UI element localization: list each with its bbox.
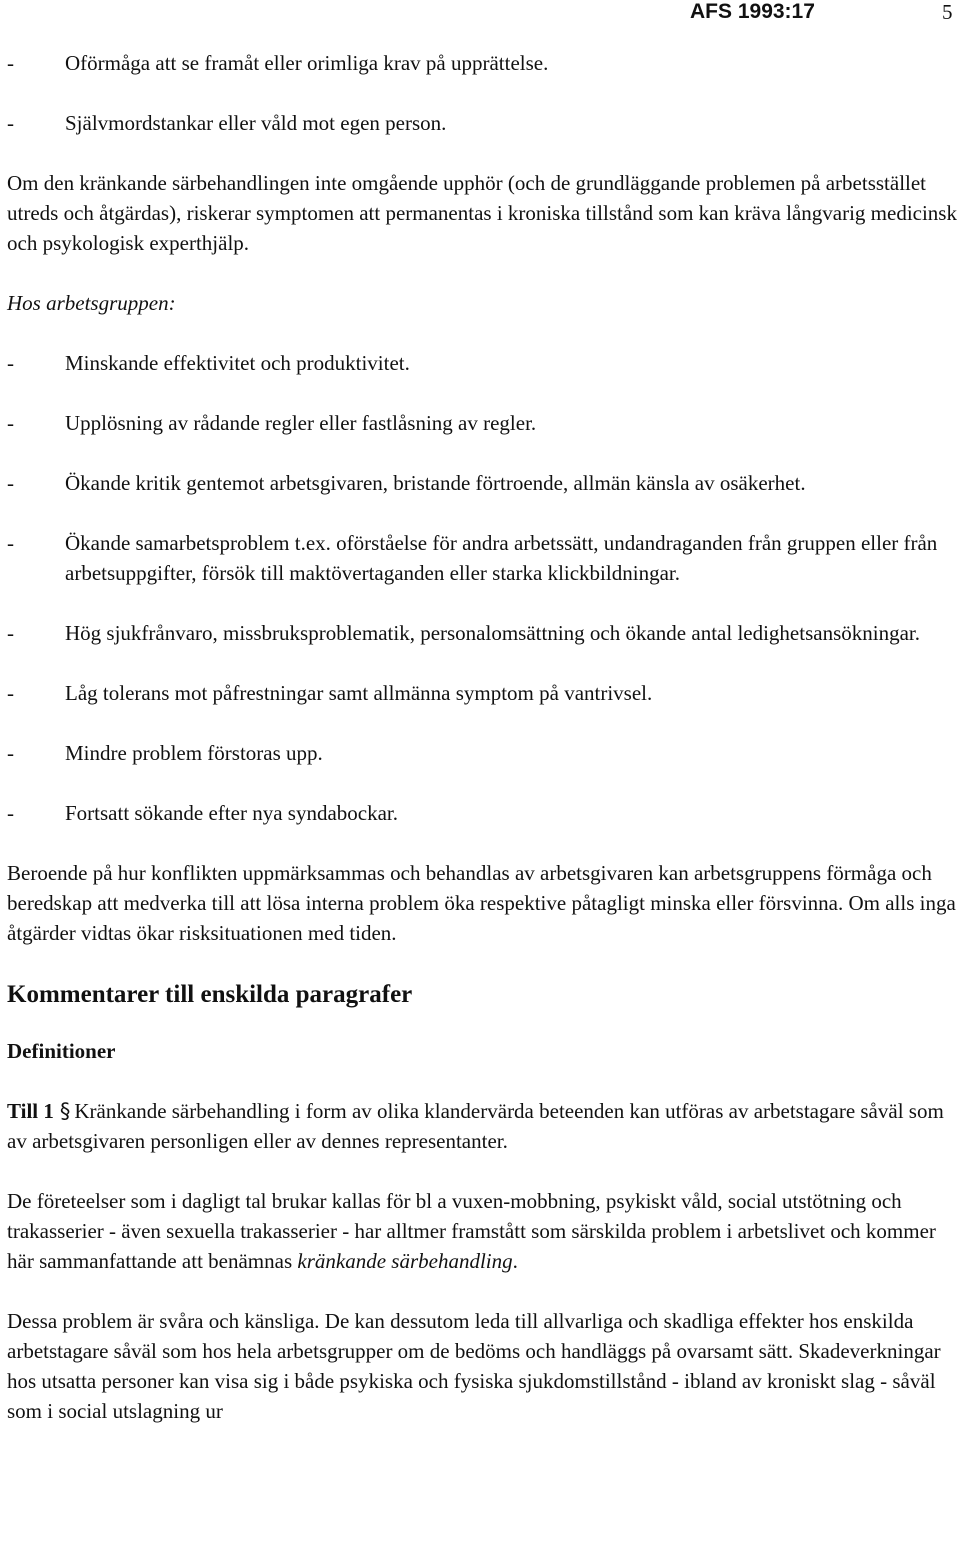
list-item-text: Minskande effektivitet och produktivitet.: [65, 351, 410, 375]
list-item-text: Mindre problem förstoras upp.: [65, 741, 323, 765]
paragraph-sensitive-problems: Dessa problem är svåra och känsliga. De kan dessutom leda till allvarliga och skadliga effekter hos enskilda arbetstagare såväl som hos hela arbetsgrupper om de bedöms och handläggs på ovarsamt sätt. Skadeverkningar hos utsatta personer kan visa sig i både psykiska och fysiska sjukdomstillstånd - ibland av kroniskt slag - såväl som i social utslagning ur: [7, 1309, 941, 1423]
paragraph-phenomena: [7, 1186, 957, 1276]
list-item-text: Upplösning av rådande regler eller fastlåsning av regler.: [65, 411, 537, 435]
bullet-dash: -: [7, 51, 14, 75]
bullet-dash: -: [7, 801, 14, 825]
list-item-text: Självmordstankar eller våld mot egen person.: [65, 111, 447, 135]
document-code: AFS 1993:17: [690, 0, 815, 23]
list-item: [7, 738, 957, 768]
list-item: [7, 798, 957, 828]
bullet-dash: -: [7, 111, 14, 135]
paragraph-chronic-risk: Om den kränkande särbehandlingen inte omgående upphör (och de grundläggande problemen på arbetsstället utreds och åtgärdas), riskerar symptomen att permanentas i kroniska tillstånd som kan kräva långvarig medicinsk och psykologisk experthjälp.: [7, 171, 957, 255]
list-item: [7, 108, 957, 138]
paragraph-phenomena-text: De företeelser som i dagligt tal brukar kallas för bl a vuxen-mobbning, psykiskt våld, social utstötning och trakasserier - även sexuella trakasserier - har alltmer framstått som särskilda problem i arbetslivet och kommer här sammanfattande att benämnas: [7, 1189, 936, 1273]
subheading-work-group: Hos arbetsgruppen:: [7, 291, 176, 315]
section-mark: §: [59, 1099, 71, 1123]
bullet-dash: -: [7, 621, 14, 645]
bullet-dash: -: [7, 471, 14, 495]
paragraph-till-1-text: Kränkande särbehandling i form av olika klandervärda beteenden kan utföras av arbetstagare såväl som av arbetsgivaren personligen eller av dennes representanter.: [7, 1099, 944, 1153]
list-item-text: Oförmåga att se framåt eller orimliga krav på upprättelse.: [65, 51, 549, 75]
list-item-text: Fortsatt sökande efter nya syndabockar.: [65, 801, 398, 825]
bullet-dash: -: [7, 681, 14, 705]
list-item-text: Låg tolerans mot påfrestningar samt allmänna symptom på vantrivsel.: [65, 681, 653, 705]
list-item: [7, 468, 957, 498]
list-item-text: Hög sjukfrånvaro, missbruksproblematik, personalomsättning och ökande antal ledighetsansökningar.: [65, 621, 920, 645]
paragraph-phenomena-end: .: [512, 1249, 518, 1273]
bullet-dash: -: [7, 531, 14, 555]
list-item: [7, 348, 957, 378]
list-item: [7, 618, 957, 648]
heading-comments: Kommentarer till enskilda paragrafer: [7, 981, 413, 1008]
list-item: [7, 408, 957, 438]
bullet-dash: -: [7, 351, 14, 375]
paragraph-conflict-handling: Beroende på hur konflikten uppmärksammas och behandlas av arbetsgivaren kan arbetsgruppens förmåga och beredskap att medverka till att lösa interna problem öka respektive påtagligt minska eller försvinna. Om alls inga åtgärder vidtas ökar risksituationen med tiden.: [7, 861, 956, 945]
bullet-dash: -: [7, 741, 14, 765]
list-item: [7, 528, 957, 588]
page-number: 5: [942, 0, 953, 24]
bullet-dash: -: [7, 411, 14, 435]
paragraph-label: Till 1: [7, 1099, 54, 1123]
heading-definitions: Definitioner: [7, 1039, 116, 1063]
page-body: [7, 48, 957, 1456]
list-item-text: Ökande samarbetsproblem t.ex. oförståelse för andra arbetssätt, undandraganden från gruppen eller från arbetsuppgifter, försök till maktövertaganden eller starka klickbildningar.: [65, 531, 938, 585]
emphasis-term: kränkande särbehandling: [297, 1249, 513, 1273]
list-item: [7, 48, 957, 78]
list-item: [7, 678, 957, 708]
list-item-text: Ökande kritik gentemot arbetsgivaren, bristande förtroende, allmän känsla av osäkerhet.: [65, 471, 806, 495]
paragraph-till-1: [7, 1096, 957, 1156]
